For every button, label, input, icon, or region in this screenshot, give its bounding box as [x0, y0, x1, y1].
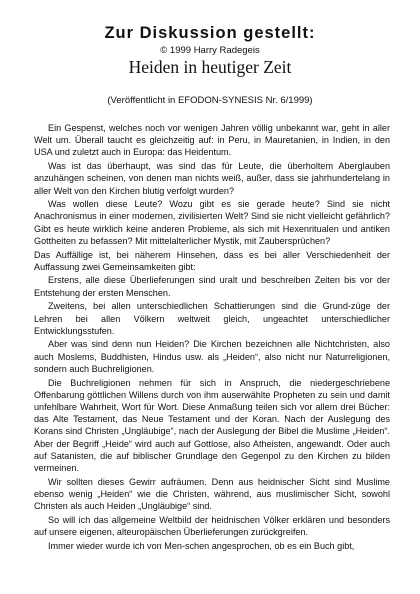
- publication-note: (Veröffentlicht in EFODON-SYNESIS Nr. 6/1999): [107, 95, 313, 106]
- copyright-line: © 1999 Harry Radegeis: [160, 45, 260, 56]
- paragraph: Die Buchreligionen nehmen für sich in Anspruch, die niedergeschriebene Offenbarung göttlichen Willens durch von ihm auserwählte Propheten zu sein und damit unfehlbare Wahrheit, Wort für Wort. Diese Anmaßung teilen sich vor allem drei Bücher: das Alte Testament, das Neue Testament und der Koran. Nach der Auslegung des Korans sind Christen „Ungläubige“, nach der Auslegung der Bibel die Muslime „Heiden“. Aber der Begriff „Heide“ wird auch auf Gottlose, also Atheisten, angewandt. Oder auch auf Satanisten, die auf biblischer Grundlage den Gegenpol zu den Kirchen zu bilden vermeinen.: [34, 377, 390, 473]
- paragraph: Wir sollten dieses Gewirr aufräumen. Denn aus heidnischer Sicht sind Muslime ebenso wenig „Heiden“ wie die Christen, während, aus muslimischer Sicht, sowohl Christen als auch Heiden „Ungläubige“ sind.: [34, 476, 390, 512]
- paragraph: Immer wieder wurde ich von Men-schen angesprochen, ob es ein Buch gibt,: [48, 540, 355, 551]
- paragraph: Erstens, alle diese Überlieferungen sind uralt und beschreiben Zeiten bis vor der Entstehung der ersten Menschen.: [34, 275, 390, 298]
- paragraph: Zweitens, bei allen unterschiedlichen Schattierungen sind die Grund-züge der Lehren bei allen Völkern weltweit gleich, ungeachtet unterschiedlicher Entwicklungsstufen.: [34, 301, 390, 336]
- article-subtitle: Heiden in heutiger Zeit: [128, 57, 292, 77]
- paragraph: Was ist das überhaupt, was sind das für Leute, die überholtem Aberglauben anzuhängen scheinen, von denen man nichts weiß, außer, dass sie jahrhundertelang in aller Welt von den Kirchen blutig verfolgt wurden?: [34, 161, 390, 196]
- paragraph: So will ich das allgemeine Weltbild der heidnischen Völker erklären und besonders auf unsere eigenen, alteuropäischen Überlieferungen zurückgreifen.: [34, 514, 390, 537]
- paragraph: Was wollen diese Leute? Wozu gibt es sie gerade heute? Sind sie nicht Anachronismus in einer modernen, zivilisierten Welt? Sind sie nicht vielleicht gefährlich? Gibt es heute wirklich keine anderen Probleme, als sich mit Hexenritualen und antiken Gottheiten zu befassen? Mit mittelalterlicher Mystik, mit Zaubersprüchen?: [34, 199, 390, 246]
- document-title: Zur Diskussion gestellt:: [104, 24, 316, 42]
- paragraph: Das Auffällige ist, bei näherem Hinsehen, dass es bei aller Verschiedenheit der Auffassung zwei Gemeinsamkeiten gibt:: [34, 249, 390, 272]
- paragraph: Aber was sind denn nun Heiden? Die Kirchen bezeichnen alle Nichtchristen, also auch Moslems, Buddhisten, Hindus usw. als „Heiden“, also nicht nur Naturreligionen, sondern auch Buchreligionen.: [34, 339, 390, 374]
- article-body: [34, 122, 390, 553]
- paragraph: Ein Gespenst, welches noch vor wenigen Jahren völlig unbekannt war, geht in aller Welt um. Überall taucht es gleichzeitig auf: in Peru, in Mauretanien, in Indien, in den USA und zuletzt auch in Europa: das Heidentum.: [34, 123, 390, 158]
